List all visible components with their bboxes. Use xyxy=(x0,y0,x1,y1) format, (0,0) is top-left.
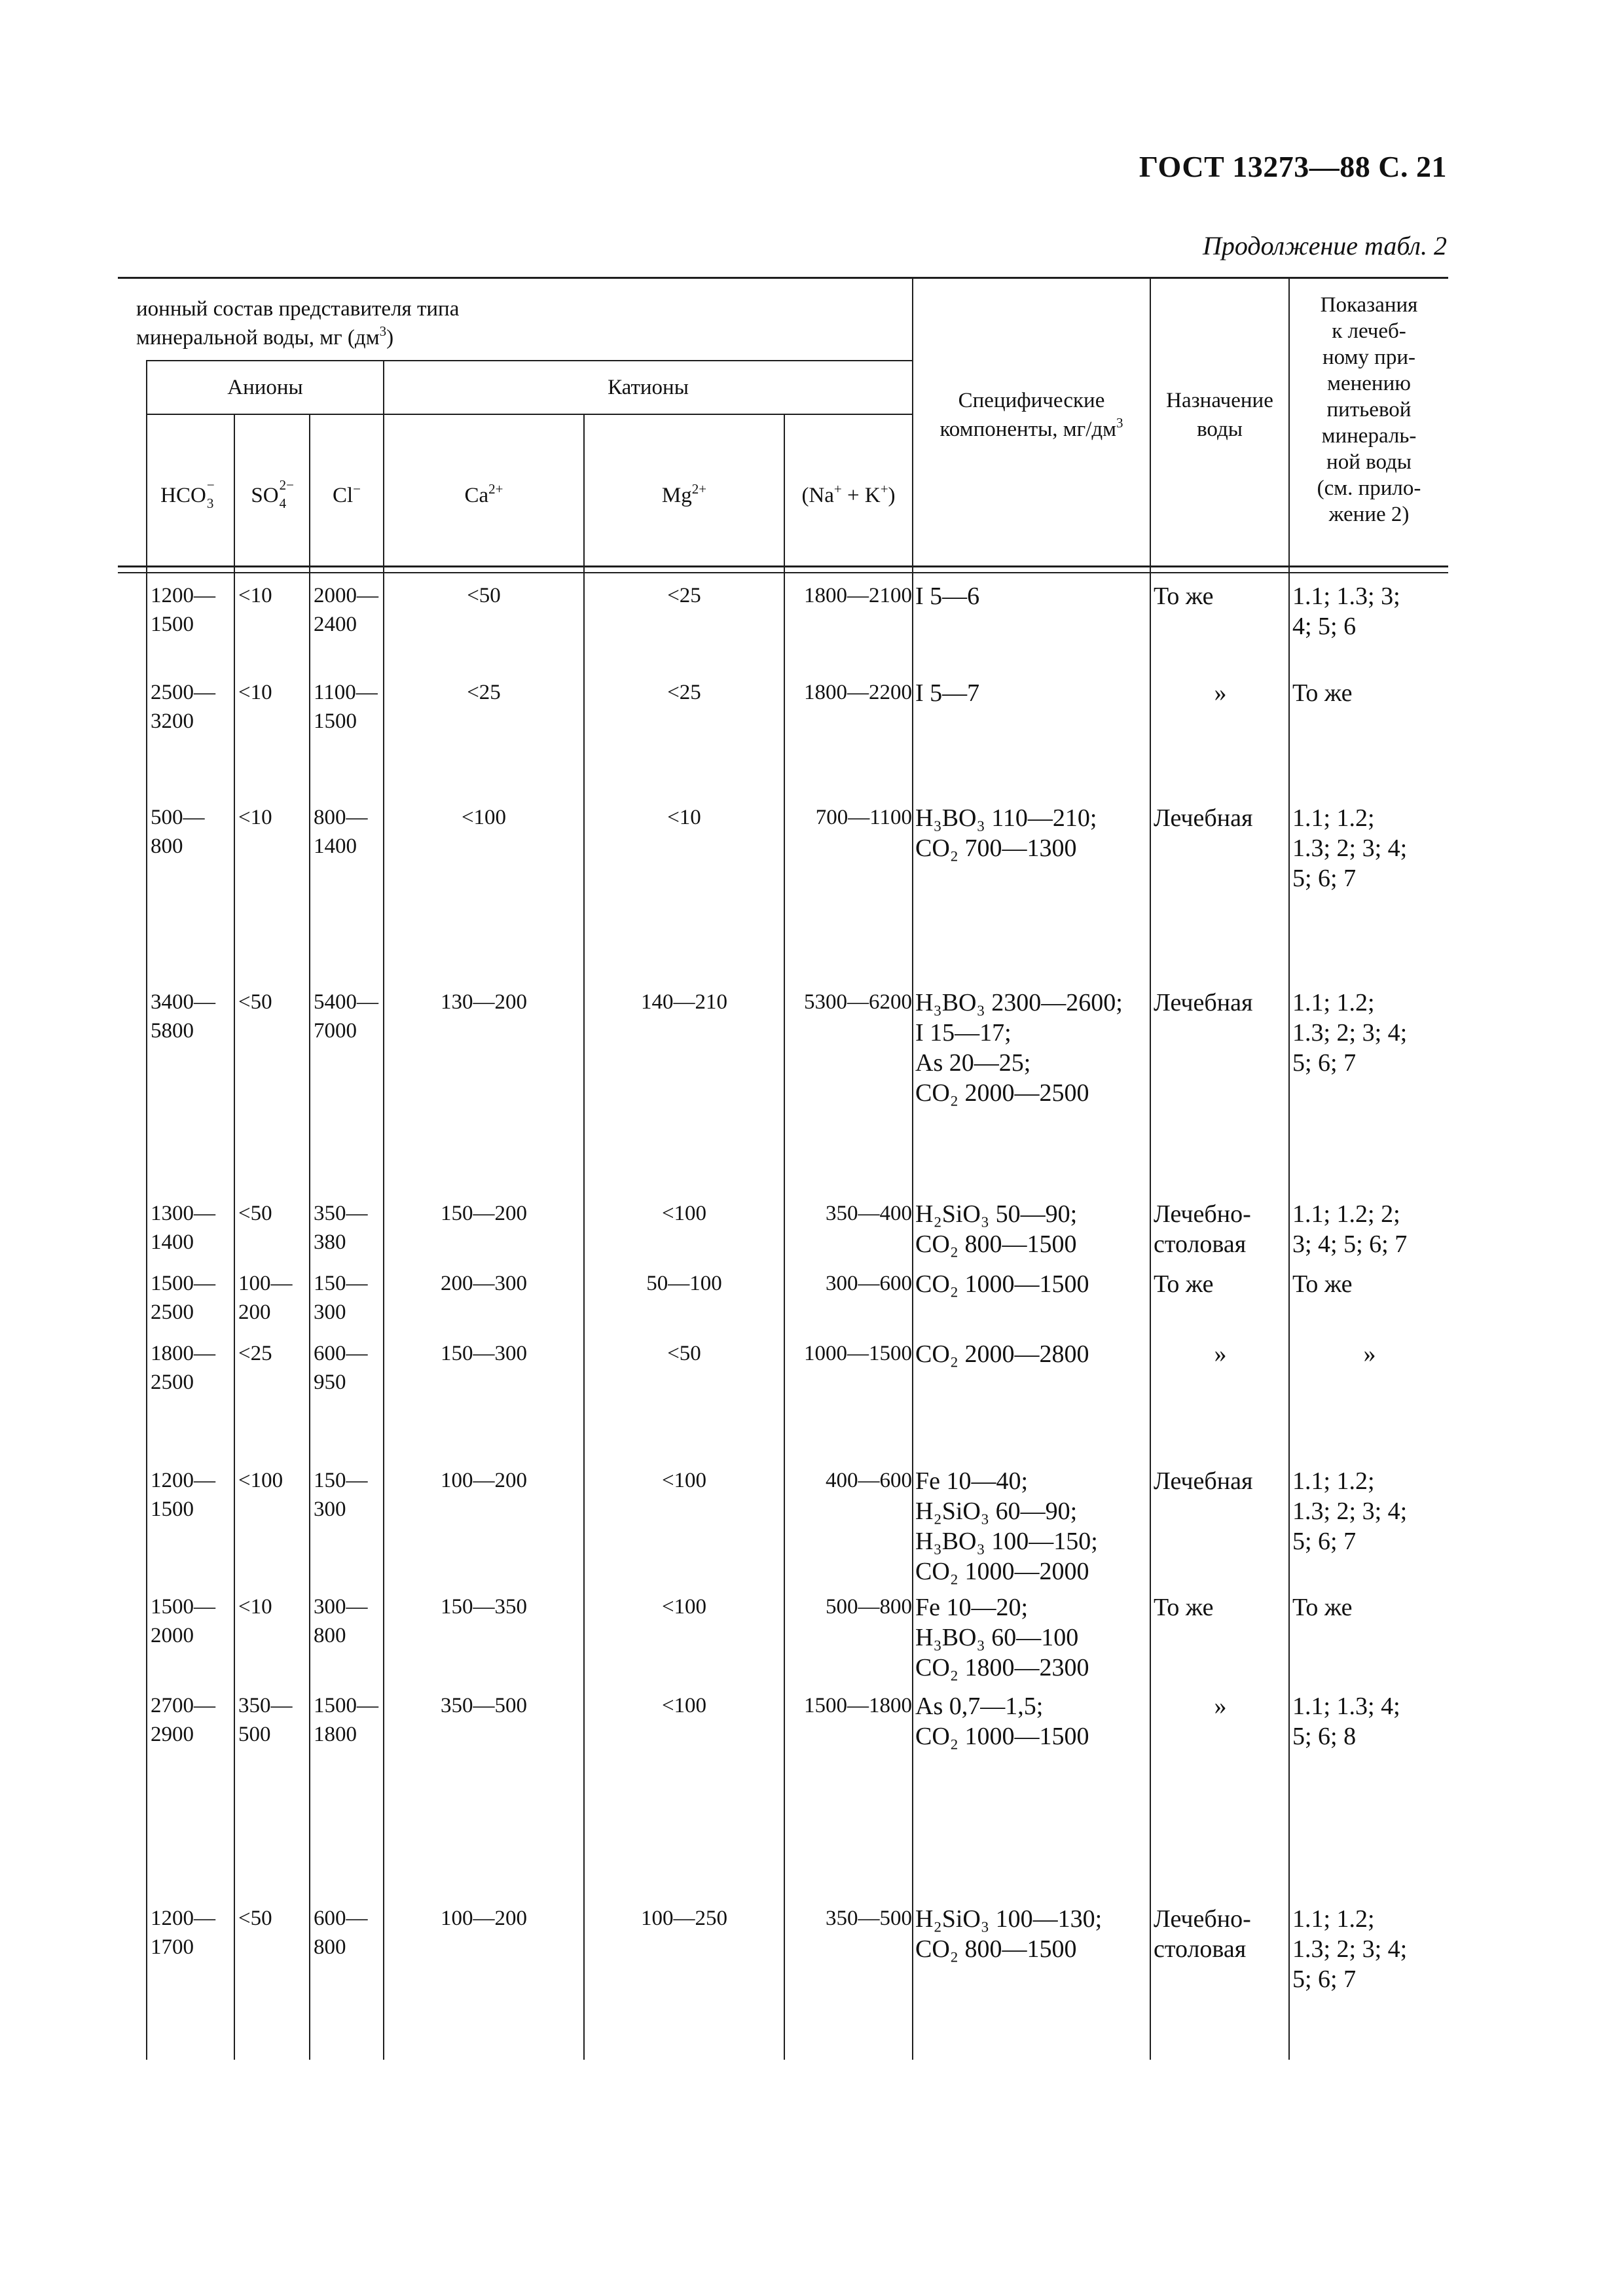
cell-line: Fe 10—40; xyxy=(915,1467,1029,1495)
cell-line: <50 xyxy=(667,1342,701,1365)
cell-purpose xyxy=(1154,1592,1287,1623)
cell-nak xyxy=(785,1904,912,1933)
cell-cl xyxy=(314,803,382,861)
cell-line: Лечебная xyxy=(1154,1467,1253,1495)
cell-line: Лечебно- xyxy=(1154,1905,1251,1933)
cell-ca xyxy=(384,1691,583,1720)
cell-nak xyxy=(785,678,912,707)
cell-line: 100—200 xyxy=(441,1469,527,1492)
cell-indications xyxy=(1292,988,1447,1078)
cell-cl xyxy=(314,1269,382,1327)
cell-line: 800 xyxy=(151,834,183,858)
cell-line: 5300—6200 xyxy=(804,990,912,1014)
cell-line: 1.1; 1.2; xyxy=(1292,804,1375,832)
cell-line: Лечебная xyxy=(1154,989,1253,1016)
cell-line: 1.1; 1.2; xyxy=(1292,1467,1375,1495)
cell-line: Fe 10—20; xyxy=(915,1594,1029,1621)
cell-specific xyxy=(915,1269,1148,1299)
cell-line: 150— xyxy=(314,1272,368,1295)
cell-line: <25 xyxy=(667,681,701,704)
cell-ca xyxy=(384,1339,583,1368)
cell-so4 xyxy=(238,803,307,832)
cell-cl xyxy=(314,988,382,1045)
cell-line: 150—350 xyxy=(441,1595,527,1619)
cell-nak xyxy=(785,988,912,1016)
cell-specific xyxy=(915,1592,1148,1683)
cell-so4 xyxy=(238,1904,307,1933)
page-header: ГОСТ 13273—88 С. 21 xyxy=(1139,150,1447,183)
cell-hco3 xyxy=(151,1904,229,1962)
cell-line: 5; 6; 7 xyxy=(1292,1049,1357,1077)
cell-line: 5; 6; 7 xyxy=(1292,865,1357,892)
cell-nak xyxy=(785,803,912,832)
cell-mg xyxy=(585,1592,784,1621)
cell-line: <100 xyxy=(461,806,507,829)
cell-line: 1800—2100 xyxy=(804,584,912,607)
cell-indications xyxy=(1292,678,1447,708)
cell-specific xyxy=(915,1339,1148,1369)
cell-line: 700—1100 xyxy=(815,806,912,829)
cell-line: <10 xyxy=(238,1595,272,1619)
cell-mg xyxy=(585,1199,784,1228)
cell-line: H₂SiO₃ 60—90; xyxy=(915,1498,1078,1525)
cell-cl xyxy=(314,1339,382,1397)
cell-line: H₃BO₃ 110—210; xyxy=(915,804,1097,832)
cell-ca xyxy=(384,1466,583,1495)
cell-specific xyxy=(915,1199,1148,1259)
cell-line: <50 xyxy=(238,1907,272,1930)
cell-line: H₃BO₃ 2300—2600; xyxy=(915,989,1123,1016)
col-rule-hco3-left xyxy=(146,360,147,2060)
cell-line: H₂SiO₃ 100—130; xyxy=(915,1905,1103,1933)
cell-purpose xyxy=(1154,803,1287,833)
cell-line: As 20—25; xyxy=(915,1049,1031,1077)
cell-hco3 xyxy=(151,1691,229,1749)
cell-line: 200 xyxy=(238,1300,271,1324)
cell-line: 1500—1800 xyxy=(804,1694,912,1717)
cell-ca xyxy=(384,1269,583,1298)
cell-line: 1.1; 1.2; xyxy=(1292,1905,1375,1933)
cell-hco3 xyxy=(151,581,229,639)
anions-header: Анионы xyxy=(227,376,303,399)
cell-line: H₃BO₃ 100—150; xyxy=(915,1528,1098,1555)
cell-line: » xyxy=(1214,679,1227,707)
cell-line: 100— xyxy=(238,1272,293,1295)
cell-hco3 xyxy=(151,678,229,736)
cell-line: <50 xyxy=(238,990,272,1014)
cell-line: 1500 xyxy=(151,613,194,636)
cell-mg xyxy=(585,988,784,1016)
cell-line: 2500 xyxy=(151,1371,194,1394)
cell-indications xyxy=(1292,581,1447,641)
cell-line: 1800—2200 xyxy=(804,681,912,704)
purpose-header: Назначение воды xyxy=(1166,389,1273,441)
cell-mg xyxy=(585,1269,784,1298)
header-bottom-rule xyxy=(118,565,1448,567)
col-rule-mg-left xyxy=(583,415,585,2060)
cell-line: 600— xyxy=(314,1342,368,1365)
cell-line: <10 xyxy=(667,806,701,829)
cell-line: 300 xyxy=(314,1498,346,1521)
header-bottom-rule-2 xyxy=(118,572,1448,573)
cell-line: 150— xyxy=(314,1469,368,1492)
cell-purpose xyxy=(1154,1199,1287,1259)
cell-line: столовая xyxy=(1154,1230,1247,1258)
cell-line: 300— xyxy=(314,1595,368,1619)
cell-line: CO₂ 1000—1500 xyxy=(915,1270,1089,1298)
cell-ca xyxy=(384,581,583,610)
cell-line: 1.3; 2; 3; 4; xyxy=(1292,1498,1408,1525)
cell-ca xyxy=(384,803,583,832)
col-rule-nak-left xyxy=(784,415,785,2060)
col-rule-specific-left xyxy=(912,277,913,2060)
cell-line: столовая xyxy=(1154,1935,1247,1963)
col-rule-cl-left xyxy=(309,415,310,2060)
cell-so4 xyxy=(238,1339,307,1368)
cell-line: CO₂ 700—1300 xyxy=(915,834,1077,862)
cell-indications xyxy=(1292,1269,1447,1299)
cell-line: 400—600 xyxy=(826,1469,912,1492)
cell-cl xyxy=(314,581,382,639)
cell-specific xyxy=(915,988,1148,1108)
cell-line: CO₂ 800—1500 xyxy=(915,1230,1077,1258)
cell-specific xyxy=(915,581,1148,611)
cell-cl xyxy=(314,1199,382,1257)
cell-line: H₂SiO₃ 50—90; xyxy=(915,1200,1078,1228)
cell-line: 350—400 xyxy=(826,1202,912,1225)
cell-line: 1.1; 1.3; 4; xyxy=(1292,1693,1400,1720)
cell-line: <100 xyxy=(661,1694,707,1717)
cell-ca xyxy=(384,1199,583,1228)
cell-line: 5; 6; 8 xyxy=(1292,1723,1357,1750)
cell-line: <10 xyxy=(238,806,272,829)
cell-line: 600— xyxy=(314,1907,368,1930)
table-top-rule xyxy=(118,277,1448,279)
cell-line: Лечебная xyxy=(1154,804,1253,832)
cell-line: <50 xyxy=(467,584,501,607)
cell-line: 130—200 xyxy=(441,990,527,1014)
cell-mg xyxy=(585,1691,784,1720)
cell-line: 350—500 xyxy=(441,1694,527,1717)
cell-line: <25 xyxy=(667,584,701,607)
cell-line: 350— xyxy=(314,1202,368,1225)
cell-line: 1.3; 2; 3; 4; xyxy=(1292,1019,1408,1047)
cell-so4 xyxy=(238,1466,307,1495)
cell-specific xyxy=(915,803,1148,863)
cell-line: 50—100 xyxy=(646,1272,722,1295)
cell-mg xyxy=(585,1466,784,1495)
table-caption: Продолжение табл. 2 xyxy=(1202,231,1447,260)
cell-line: 3400— xyxy=(151,990,215,1014)
cell-line: » xyxy=(1214,1693,1227,1720)
cell-line: 350— xyxy=(238,1694,293,1717)
cell-line: 5; 6; 7 xyxy=(1292,1965,1357,1993)
cell-mg xyxy=(585,1339,784,1368)
cell-line: 1000—1500 xyxy=(804,1342,912,1365)
col-rule-indications-left xyxy=(1288,277,1290,2060)
cell-line: 500— xyxy=(151,806,205,829)
cell-ca xyxy=(384,988,583,1016)
cell-nak xyxy=(785,1466,912,1495)
cell-indications xyxy=(1292,1199,1447,1259)
cell-line: <10 xyxy=(238,584,272,607)
cell-ca xyxy=(384,1592,583,1621)
cell-cl xyxy=(314,1466,382,1524)
cell-line: 150—200 xyxy=(441,1202,527,1225)
cell-line: То же xyxy=(1292,679,1353,707)
cell-line: » xyxy=(1363,1340,1376,1368)
cell-line: » xyxy=(1214,1340,1227,1368)
cell-purpose xyxy=(1154,1904,1287,1964)
cell-nak xyxy=(785,581,912,610)
cell-mg xyxy=(585,1904,784,1933)
cell-nak xyxy=(785,1339,912,1368)
cell-line: 2400 xyxy=(314,613,357,636)
cell-line: I 15—17; xyxy=(915,1019,1012,1047)
cell-indications xyxy=(1292,1904,1447,1994)
cell-purpose xyxy=(1154,581,1287,611)
cell-hco3 xyxy=(151,1339,229,1397)
cell-line: 1.1; 1.2; xyxy=(1292,989,1375,1016)
cell-cl xyxy=(314,1904,382,1962)
cell-line: <25 xyxy=(467,681,501,704)
cell-nak xyxy=(785,1691,912,1720)
cell-line: 1.3; 2; 3; 4; xyxy=(1292,1935,1408,1963)
cell-line: 800 xyxy=(314,1935,346,1959)
cell-nak xyxy=(785,1592,912,1621)
cell-indications xyxy=(1292,1592,1447,1623)
cell-line: <25 xyxy=(238,1342,272,1365)
group-rule xyxy=(146,360,913,361)
cell-hco3 xyxy=(151,1269,229,1327)
cell-line: 2000— xyxy=(314,584,378,607)
cell-line: То же xyxy=(1292,1594,1353,1621)
cell-line: 5800 xyxy=(151,1019,194,1043)
cell-purpose xyxy=(1154,1269,1287,1299)
cell-ca xyxy=(384,1904,583,1933)
cell-line: 500 xyxy=(238,1723,271,1746)
cell-line: CO₂ 1000—1500 xyxy=(915,1723,1089,1750)
cell-line: 300—600 xyxy=(826,1272,912,1295)
cell-line: 800 xyxy=(314,1624,346,1647)
cations-header: Катионы xyxy=(608,376,689,399)
cell-line: 100—200 xyxy=(441,1907,527,1930)
cell-nak xyxy=(785,1269,912,1298)
cell-line: CO₂ 2000—2500 xyxy=(915,1079,1089,1107)
cell-line: CO₂ 1800—2300 xyxy=(915,1654,1089,1681)
cell-line: 2500— xyxy=(151,681,215,704)
cell-line: 4; 5; 6 xyxy=(1292,613,1357,640)
cell-line: 2900 xyxy=(151,1723,194,1746)
cell-so4 xyxy=(238,1199,307,1228)
cell-cl xyxy=(314,1592,382,1650)
cell-line: 200—300 xyxy=(441,1272,527,1295)
cell-specific xyxy=(915,1904,1148,1964)
cell-line: I 5—7 xyxy=(915,679,980,707)
cell-line: <10 xyxy=(238,681,272,704)
cell-line: 5400— xyxy=(314,990,378,1014)
cell-line: <50 xyxy=(238,1202,272,1225)
cell-so4 xyxy=(238,581,307,610)
subgroup-rule xyxy=(146,414,913,415)
cell-line: 1500— xyxy=(314,1694,378,1717)
cell-so4 xyxy=(238,1592,307,1621)
cell-hco3 xyxy=(151,803,229,861)
cell-line: CO₂ 800—1500 xyxy=(915,1935,1077,1963)
cell-line: As 0,7—1,5; xyxy=(915,1693,1044,1720)
cell-line: <100 xyxy=(238,1469,283,1492)
cell-specific xyxy=(915,678,1148,708)
cell-line: 1800 xyxy=(314,1723,357,1746)
cell-indications xyxy=(1292,1339,1447,1369)
cell-line: 300 xyxy=(314,1300,346,1324)
col-header-cl: Cl− xyxy=(332,481,361,507)
cell-line: То же xyxy=(1154,583,1214,610)
cell-line: 2000 xyxy=(151,1624,194,1647)
cell-line: 2700— xyxy=(151,1694,215,1717)
cell-line: То же xyxy=(1154,1270,1214,1298)
cell-line: 1500— xyxy=(151,1272,215,1295)
cell-cl xyxy=(314,1691,382,1749)
ionic-composition-header: ионный состав представителя типа минеральной воды, мг $(дм^3)$ xyxy=(136,297,460,350)
cell-so4 xyxy=(238,678,307,707)
cell-line: 800— xyxy=(314,806,368,829)
cell-so4 xyxy=(238,988,307,1016)
cell-line: То же xyxy=(1292,1270,1353,1298)
col-rule-so4-left xyxy=(234,415,235,2060)
cell-line: <100 xyxy=(661,1595,707,1619)
cell-line: 100—250 xyxy=(641,1907,727,1930)
cell-line: 2500 xyxy=(151,1300,194,1324)
cell-purpose xyxy=(1154,1466,1287,1496)
cell-line: Лечебно- xyxy=(1154,1200,1251,1228)
cell-line: 350—500 xyxy=(826,1907,912,1930)
cell-mg xyxy=(585,803,784,832)
cell-line: 1700 xyxy=(151,1935,194,1959)
cell-indications xyxy=(1292,1466,1447,1556)
cell-line: 140—210 xyxy=(641,990,727,1014)
cell-line: 1200— xyxy=(151,1907,215,1930)
cell-line: 1200— xyxy=(151,584,215,607)
col-header-na-k: (Na+ + K+) xyxy=(801,481,896,507)
cell-line: 1400 xyxy=(314,834,357,858)
cell-line: 1800— xyxy=(151,1342,215,1365)
cell-line: 150—300 xyxy=(441,1342,527,1365)
col-header-so4: SO 2− 4 xyxy=(251,477,294,511)
cell-line: <100 xyxy=(661,1469,707,1492)
cell-line: 7000 xyxy=(314,1019,357,1043)
cell-hco3 xyxy=(151,988,229,1045)
cell-line: CO₂ 1000—2000 xyxy=(915,1558,1089,1585)
cell-mg xyxy=(585,581,784,610)
cell-line: 1300— xyxy=(151,1202,215,1225)
cell-purpose xyxy=(1154,678,1287,708)
cell-line: 1.1; 1.2; 2; xyxy=(1292,1200,1400,1228)
col-header-hco3: HCO − 3 xyxy=(160,477,215,511)
indications-header: Показания к лечеб- ному при- менению питьевой минераль- ной воды (см. прило- жение 2) xyxy=(1317,293,1421,526)
cell-line: 1200— xyxy=(151,1469,215,1492)
cell-line: 1.3; 2; 3; 4; xyxy=(1292,834,1408,862)
cell-specific xyxy=(915,1691,1148,1751)
cell-purpose xyxy=(1154,988,1287,1018)
cell-line: 1500 xyxy=(151,1498,194,1521)
col-header-ca: $Ca^{2+}$ xyxy=(464,481,503,507)
cell-line: I 5—6 xyxy=(915,583,980,610)
cell-line: 1500— xyxy=(151,1595,215,1619)
cell-indications xyxy=(1292,1691,1447,1751)
cell-line: H₃BO₃ 60—100 xyxy=(915,1624,1079,1651)
col-rule-purpose-left xyxy=(1150,277,1151,2060)
cell-specific xyxy=(915,1466,1148,1587)
cell-line: 3200 xyxy=(151,709,194,733)
cell-hco3 xyxy=(151,1466,229,1524)
cell-line: 5; 6; 7 xyxy=(1292,1528,1357,1555)
cell-line: 1500 xyxy=(314,709,357,733)
cell-so4 xyxy=(238,1269,307,1327)
cell-line: 380 xyxy=(314,1230,346,1254)
cell-line: 1400 xyxy=(151,1230,194,1254)
cell-line: <100 xyxy=(661,1202,707,1225)
specific-components-header: Специфические компоненты, $мг/дм^3$ xyxy=(939,389,1123,441)
cell-line: 1.1; 1.3; 3; xyxy=(1292,583,1400,610)
cell-line: CO₂ 2000—2800 xyxy=(915,1340,1089,1368)
cell-mg xyxy=(585,678,784,707)
cell-hco3 xyxy=(151,1199,229,1257)
cell-line: 3; 4; 5; 6; 7 xyxy=(1292,1230,1408,1258)
cell-cl xyxy=(314,678,382,736)
cell-so4 xyxy=(238,1691,307,1749)
cell-indications xyxy=(1292,803,1447,893)
cell-line: 950 xyxy=(314,1371,346,1394)
cell-nak xyxy=(785,1199,912,1228)
cell-purpose xyxy=(1154,1691,1287,1721)
cell-line: То же xyxy=(1154,1594,1214,1621)
cell-ca xyxy=(384,678,583,707)
cell-line: 500—800 xyxy=(826,1595,912,1619)
col-header-mg: $Mg^{2+}$ xyxy=(661,481,707,507)
cell-line: 1100— xyxy=(314,681,378,704)
cell-hco3 xyxy=(151,1592,229,1650)
cell-purpose xyxy=(1154,1339,1287,1369)
